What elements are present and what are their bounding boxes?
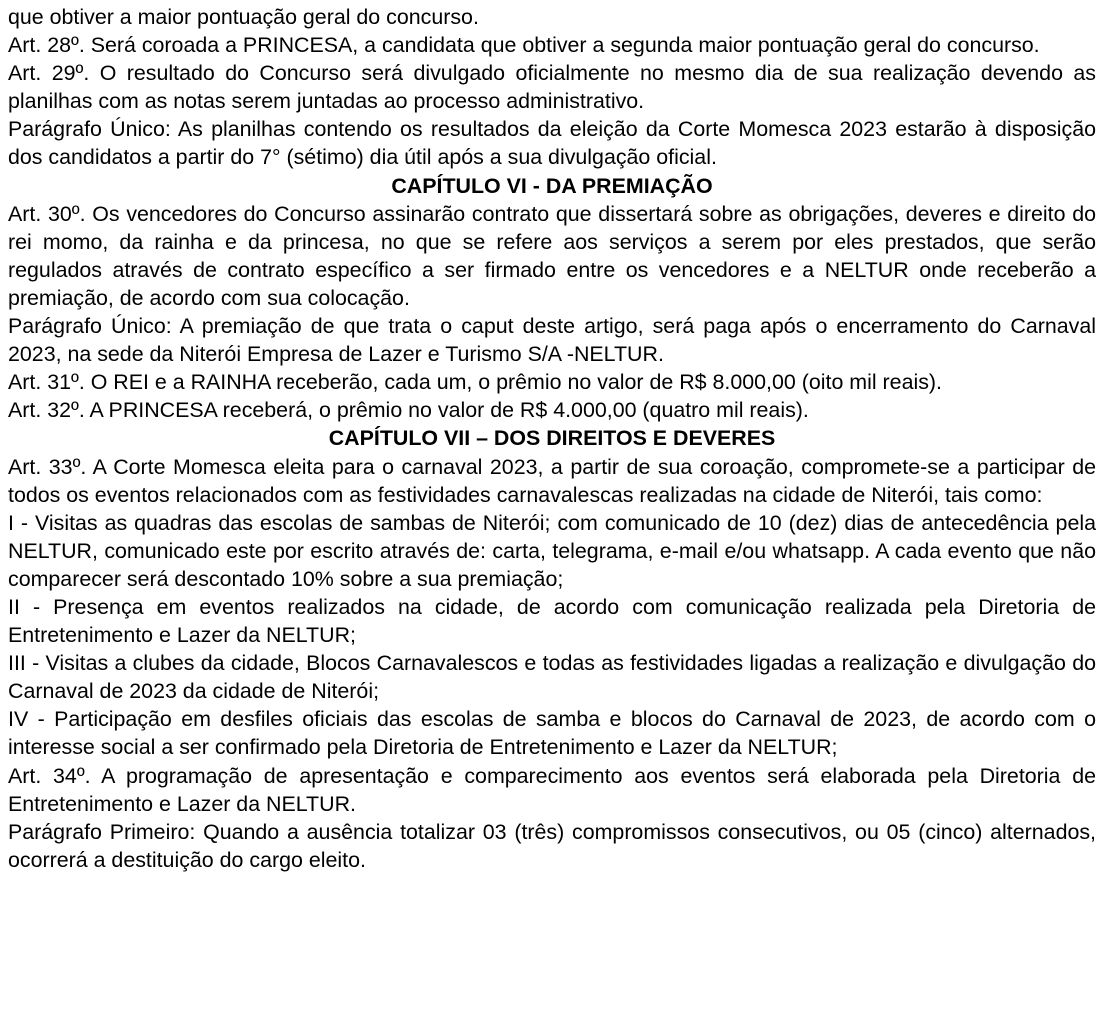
article-29-paragrafo-unico: Parágrafo Único: As planilhas contendo os resultados da eleição da Corte Momesca 2023 estarão à disposição dos candidatos a partir do 7° (sétimo) dia útil após a sua divulgação oficial.	[8, 117, 1096, 170]
article-33: Art. 33º. A Corte Momesca eleita para o carnaval 2023, a partir de sua coroação, compromete-se a participar de todos os eventos relacionados com as festividades carnavalescas realizadas na cidade de Niterói, tais como:	[8, 454, 1096, 507]
article-30: Art. 30º. Os vencedores do Concurso assinarão contrato que dissertará sobre as obrigações, deveres e direito do rei momo, da rainha e da princesa, no que se refere aos serviços a serem por eles prestados, que serão regulados através de contrato específico a ser firmado entre os vencedores e a NELTUR onde receberão a premiação, de acordo com sua colocação.	[8, 201, 1096, 310]
article-31: Art. 31º. O REI e a RAINHA receberão, cada um, o prêmio no valor de R$ 8.000,00 (oito mil reais).	[8, 370, 942, 395]
article-28: Art. 28º. Será coroada a PRINCESA, a candidata que obtiver a segunda maior pontuação geral do concurso.	[8, 33, 1040, 58]
article-33-item-ii: II - Presença em eventos realizados na cidade, de acordo com comunicação realizada pela Diretoria de Entretenimento e Lazer da NELTUR;	[8, 594, 1096, 648]
chapter-vi-heading: CAPÍTULO VI - DA PREMIAÇÃO	[391, 173, 713, 198]
article-33-item-iv: IV - Participação em desfiles oficiais das escolas de samba e blocos do Carnaval de 2023, de acordo com o interesse social a ser confirmado pela Diretoria de Entretenimento e Lazer da NELTUR;	[8, 707, 1096, 760]
article-30-paragrafo-unico: Parágrafo Único: A premiação de que trata o caput deste artigo, será paga após o encerramento do Carnaval 2023, na sede da Niterói Empresa de Lazer e Turismo S/A -NELTUR.	[8, 314, 1096, 367]
article-29: Art. 29º. O resultado do Concurso será divulgado oficialmente no mesmo dia de sua realização devendo as planilhas com as notas serem juntadas ao processo administrativo.	[8, 61, 1096, 114]
article-34-paragrafo-primeiro: Parágrafo Primeiro: Quando a ausência totalizar 03 (três) compromissos consecutivos, ou 05 (cinco) alternados, ocorrerá a destituição do cargo eleito.	[8, 819, 1096, 872]
continuation-text: que obtiver a maior pontuação geral do concurso.	[8, 5, 479, 29]
article-32: Art. 32º. A PRINCESA receberá, o prêmio no valor de R$ 4.000,00 (quatro mil reais).	[8, 398, 809, 423]
article-34: Art. 34º. A programação de apresentação e comparecimento aos eventos será elaborada pela Diretoria de Entretenimento e Lazer da NELTUR.	[8, 763, 1096, 816]
chapter-vii-heading: CAPÍTULO VII – DOS DIREITOS E DEVERES	[328, 426, 776, 451]
article-33-item-i: I - Visitas as quadras das escolas de sambas de Niterói; com comunicado de 10 (dez) dias de antecedência pela NELTUR, comunicado este por escrito através de: carta, telegrama, e-mail e/ou whatsapp. A cada evento que não comparecer será descontado 10% sobre a sua premiação;	[8, 510, 1096, 591]
article-33-item-iii: III - Visitas a clubes da cidade, Blocos Carnavalescos e todas as festividades ligadas a realização e divulgação do Carnaval de 2023 da cidade de Niterói;	[8, 651, 1096, 704]
